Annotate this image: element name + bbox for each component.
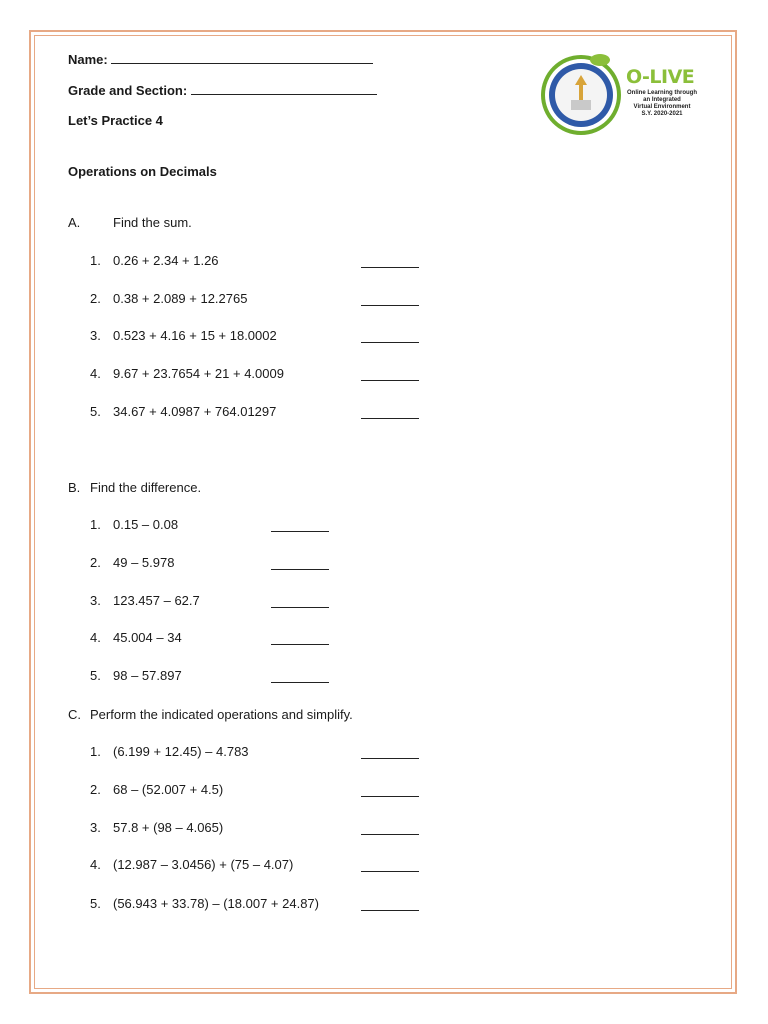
question-number: 2.: [90, 555, 101, 570]
question-expression: 0.15 – 0.08: [113, 517, 179, 532]
olive-subtitle: Online Learning through an Integrated Virtual Environment S.Y. 2020-2021: [627, 90, 697, 117]
question-number: 1.: [90, 253, 101, 268]
question-expression: 98 – 57.897: [113, 668, 182, 683]
question-number: 5.: [90, 668, 101, 683]
section-b-instruction: Find the difference.: [90, 480, 202, 495]
question-expression: 57.8 + (98 – 4.065): [113, 820, 224, 835]
answer-blank[interactable]: [361, 870, 419, 872]
question-number: 4.: [90, 366, 101, 381]
answer-blank[interactable]: [361, 341, 419, 343]
answer-blank[interactable]: [361, 417, 419, 419]
answer-blank[interactable]: [361, 266, 419, 268]
grade-section-field[interactable]: [68, 82, 377, 99]
question-number: 4.: [90, 630, 101, 645]
question-expression: 0.38 + 2.089 + 12.2765: [113, 291, 248, 306]
name-blank[interactable]: [111, 51, 373, 64]
question-expression: 0.523 + 4.16 + 15 + 18.0002: [113, 328, 277, 343]
answer-blank[interactable]: [361, 795, 419, 797]
question-number: 1.: [90, 744, 101, 759]
answer-blank[interactable]: [361, 379, 419, 381]
question-expression: (12.987 – 3.0456) + (75 – 4.07): [113, 857, 294, 872]
grade-section-label: Grade and Section:: [68, 83, 188, 98]
question-number: 4.: [90, 857, 101, 872]
question-expression: 0.26 + 2.34 + 1.26: [113, 253, 219, 268]
question-number: 3.: [90, 593, 101, 608]
question-expression: 34.67 + 4.0987 + 764.01297: [113, 404, 277, 419]
section-a-instruction: Find the sum.: [113, 215, 192, 230]
question-number: 3.: [90, 820, 101, 835]
school-seal-icon: [538, 50, 624, 136]
answer-blank[interactable]: [271, 530, 329, 532]
answer-blank[interactable]: [361, 304, 419, 306]
answer-blank[interactable]: [361, 757, 419, 759]
question-number: 2.: [90, 291, 101, 306]
answer-blank[interactable]: [271, 643, 329, 645]
name-label: Name:: [68, 52, 108, 67]
olive-logo: [538, 50, 718, 136]
question-number: 2.: [90, 782, 101, 797]
question-number: 3.: [90, 328, 101, 343]
question-number: 1.: [90, 517, 101, 532]
question-expression: (56.943 + 33.78) – (18.007 + 24.87): [113, 896, 319, 911]
question-expression: 49 – 5.978: [113, 555, 175, 570]
question-expression: 9.67 + 23.7654 + 21 + 4.0009: [113, 366, 284, 381]
name-field[interactable]: [68, 51, 373, 68]
answer-blank[interactable]: [361, 833, 419, 835]
question-number: 5.: [90, 404, 101, 419]
section-b-label: B.: [68, 480, 81, 495]
section-c-instruction: Perform the indicated operations and simplify.: [90, 707, 353, 722]
question-expression: (6.199 + 12.45) – 4.783: [113, 744, 249, 759]
olive-title: O-LIVE: [626, 66, 695, 88]
question-expression: 123.457 – 62.7: [113, 593, 200, 608]
grade-section-blank[interactable]: [191, 82, 377, 95]
answer-blank[interactable]: [271, 606, 329, 608]
section-c-label: C.: [68, 707, 81, 722]
topic-title: Operations on Decimals: [68, 164, 217, 179]
answer-blank[interactable]: [271, 568, 329, 570]
practice-title: Let’s Practice 4: [68, 113, 163, 128]
question-number: 5.: [90, 896, 101, 911]
question-expression: 45.004 – 34: [113, 630, 182, 645]
answer-blank[interactable]: [271, 681, 329, 683]
answer-blank[interactable]: [361, 909, 419, 911]
question-expression: 68 – (52.007 + 4.5): [113, 782, 224, 797]
section-a-label: A.: [68, 215, 81, 230]
